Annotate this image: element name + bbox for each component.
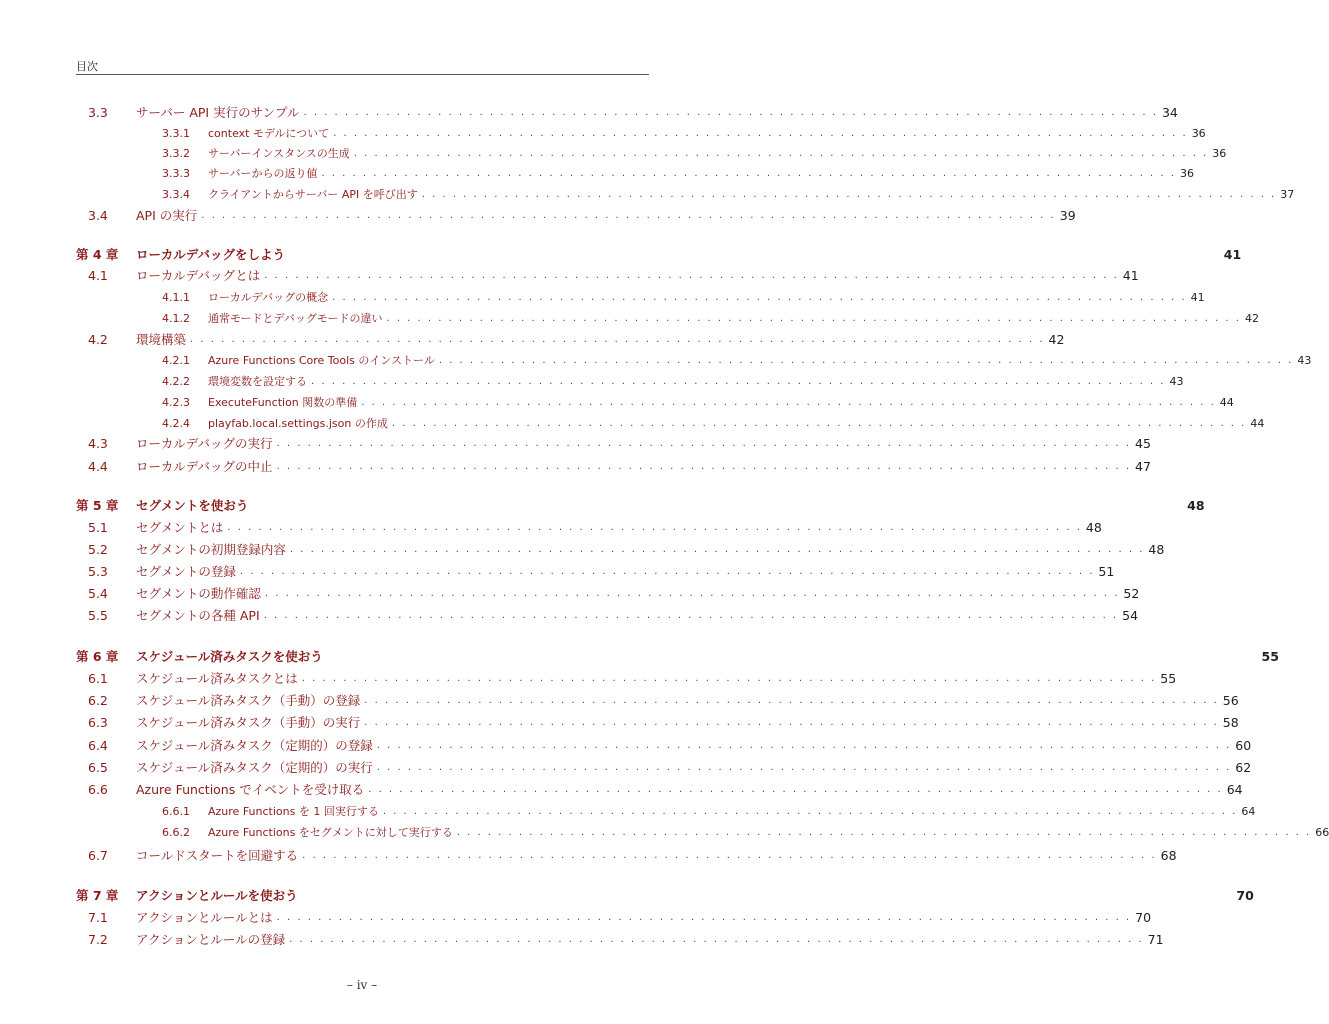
dot-leader: . . . . . . . . . . . . . . . . . . . . . . . . . . . . . . . . . . . . . . . . . . . . . . . . . . . . . . . . . . . . . . . . . . . . . . . . . . . . . . . . . . . [264,587,1120,599]
dot-leader: . . . . . . . . . . . . . . . . . . . . . . . . . . . . . . . . . . . . . . . . . . . . . . . . . . . . . . . . . . . . . . . . . . . . . . . . . . . . . . . . . . . [201,209,1056,221]
dot-leader: . . . . . . . . . . . . . . . . . . . . . . . . . . . . . . . . . . . . . . . . . . . . . . . . . . . . . . . . . . . . . . . . . . . . . . . . . . . . . . . . . . . [456,826,1312,838]
toc-entry-page: 44 [1250,416,1265,430]
toc-entry-page: 62 [1235,759,1252,775]
toc-entry-title: クライアントからサーバー API を呼び出す [208,188,418,201]
toc-entry-subsection [76,124,1206,142]
toc-entry-page: 43 [1297,353,1312,367]
toc-entry-subsection [76,288,1205,306]
toc-entry-title: セグメントとは [136,520,224,535]
toc-entry-title: ExecuteFunction 関数の準備 [208,396,358,409]
toc-entry-number: 4.4 [88,458,108,474]
toc-entry-page: 48 [1148,541,1165,557]
toc-entry-page: 68 [1160,847,1177,863]
toc-entry-number: 6.6.1 [162,804,190,818]
toc-entry-number: 7.2 [88,931,108,947]
toc-entry-title: スケジュール済みタスク（手動）の実行 [136,715,361,730]
toc-entry-subsection [76,164,1194,182]
toc-entry-page: 64 [1241,804,1256,818]
toc-entry-section [76,540,1165,558]
toc-entry-page: 70 [1236,887,1254,903]
toc-entry-number: 第 4 章 [76,247,119,262]
toc-entry-section [76,736,1252,754]
dot-leader: . . . . . . . . . . . . . . . . . . . . . . . . . . . . . . . . . . . . . . . . . . . . . . . . . . . . . . . . . . . . . . . . . . . . . . . . . . . . . . . . . . . [289,543,1145,555]
dot-leader: . . . . . . . . . . . . . . . . . . . . . . . . . . . . . . . . . . . . . . . . . . . . . . . . . . . . . . . . . . . . . . . . . . . . . . . . . . . . . . . . . . . [386,312,1241,324]
toc-entry-subsection [76,309,1259,327]
toc-entry-title: アクションとルールとは [136,910,273,925]
dot-leader: . . . . . . . . . . . . . . . . . . . . . . . . . . . . . . . . . . . . . . . . . . . . . . . . . . . . . . . . . . . . . . . . . . . . . . . . . . . . . . . . . . . [332,291,1187,303]
toc-entry-page: 47 [1135,458,1151,474]
toc-entry-number: 3.3.3 [162,166,190,180]
toc-entry-page: 52 [1123,585,1140,601]
toc-entry-page: 41 [1190,290,1205,304]
toc-entry-title: セグメントの登録 [136,564,236,579]
toc-entry-number: 5.4 [88,585,108,601]
toc-entry-number: 4.2.1 [162,353,190,367]
toc-entry-page: 34 [1161,104,1178,120]
toc-entry-number: 6.2 [88,692,108,708]
toc-entry-number: 第 5 章 [76,498,119,513]
toc-entry-number: 4.2.3 [162,395,190,409]
dot-leader: . . . . . . . . . . . . . . . . . . . . . . . . . . . . . . . . . . . . . . . . . . . . . . . . . . . . . . . . . . . . . . . . . . . . . . . . . . . . . . . . . . . [276,460,1132,472]
toc-entry-subsection [76,185,1295,203]
toc-entry-title: Azure Functions Core Tools のインストール [208,354,435,367]
toc-entry-subsection [76,823,1329,841]
toc-entry-title: Azure Functions でイベントを受け取る [136,782,365,797]
dot-leader: . . . . . . . . . . . . . . . . . . . . . . . . . . . . . . . . . . . . . . . . . . . . . . . . . . . . . . . . . . . . . . . . . . . . . . . . . . . . . . . . . . . [301,672,1157,684]
dot-leader: . . . . . . . . . . . . . . . . . . . . . . . . . . . . . . . . . . . . . . . . . . . . . . . . . . . . . . . . . . . . . . . . . . . . . . . . . . . . . . . . . . . [311,375,1166,387]
toc-entry-title: playfab.local.settings.json の作成 [208,417,388,430]
toc-entry-section [76,584,1140,602]
toc-entry-subsection [76,393,1234,411]
toc-entry-page: 42 [1048,331,1065,347]
dot-leader: . . . . . . . . . . . . . . . . . . . . . . . . . . . . . . . . . . . . . . . . . . . . . . . . . . . . . . . . . . . . . . . . . . . . . . . . . . . . . . . . . . . [364,716,1219,728]
toc-entry-number: 6.1 [88,670,108,686]
toc-entry-subsection [76,351,1312,369]
toc-entry-title: API の実行 [136,208,198,223]
dot-leader: . . . . . . . . . . . . . . . . . . . . . . . . . . . . . . . . . . . . . . . . . . . . . . . . . . . . . . . . . . . . . . . . . . . . . . . . . . . . . . . . . . . [239,565,1095,577]
dot-leader: . . . . . . . . . . . . . . . . . . . . . . . . . . . . . . . . . . . . . . . . . . . . . . . . . . . . . . . . . . . . . . . . . . . . . . . . . . . . . . . . . . . [376,739,1232,751]
toc-entry-page: 41 [1223,246,1242,262]
toc-entry-page: 71 [1147,931,1164,947]
dot-leader: . . . . . . . . . . . . . . . . . . . . . . . . . . . . . . . . . . . . . . . . . . . . . . . . . . . . . . . . . . . . . . . . . . . . . . . . . . . . . . . . . . . [263,609,1119,621]
toc-entry-title: セグメントの動作確認 [136,586,261,601]
toc-entry-page: 41 [1122,267,1139,283]
toc-entry-subsection [76,802,1256,820]
toc-entry-number: 第 7 章 [76,888,119,903]
toc-entry-section [76,103,1178,121]
toc-entry-page: 42 [1244,311,1259,325]
dot-leader: . . . . . . . . . . . . . . . . . . . . . . . . . . . . . . . . . . . . . . . . . . . . . . . . . . . . . . . . . . . . . . . . . . . . . . . . . . . . . . . . . . . [227,521,1082,533]
toc-entry-title: コールドスタートを回避する [136,848,299,863]
toc-entry-page: 36 [1212,146,1227,160]
dot-leader: . . . . . . . . . . . . . . . . . . . . . . . . . . . . . . . . . . . . . . . . . . . . . . . . . . . . . . . . . . . . . . . . . . . . . . . . . . . . . . . . . . . [276,437,1132,449]
toc-entry-section [76,206,1076,224]
toc-entry-chapter [76,496,1205,514]
toc-entry-section [76,330,1065,348]
page-number: – iv – [346,978,378,992]
toc-entry-title: サーバーインスタンスの生成 [208,147,350,160]
toc-entry-number: 4.2 [88,331,108,347]
toc-entry-title: スケジュール済みタスク（定期的）の登録 [136,738,373,753]
toc-entry-number: 4.1.1 [162,290,190,304]
toc-entry-number: 4.2.2 [162,374,190,388]
toc-entry-section [76,930,1164,948]
toc-entry-page: 45 [1135,435,1151,451]
toc-entry-subsection [76,144,1227,162]
toc-entry-section [76,780,1243,798]
toc-entry-title: スケジュール済みタスクとは [136,671,298,686]
toc-entry-page: 70 [1135,909,1152,925]
toc-entry-number: 3.3 [88,104,108,120]
toc-entry-page: 54 [1122,607,1139,623]
toc-entry-section [76,908,1152,926]
toc-entry-page: 51 [1098,563,1115,579]
toc-entry-page: 44 [1219,395,1234,409]
toc-entry-section [76,846,1177,864]
dot-leader: . . . . . . . . . . . . . . . . . . . . . . . . . . . . . . . . . . . . . . . . . . . . . . . . . . . . . . . . . . . . . . . . . . . . . . . . . . . . . . . . . . . [353,147,1209,159]
toc-entry-page: 66 [1315,825,1329,839]
toc-entry-title: Azure Functions をセグメントに対して実行する [208,826,453,839]
toc-entry-chapter [76,647,1279,665]
header-rule [76,74,649,75]
toc-entry-section [76,669,1177,687]
dot-leader: . . . . . . . . . . . . . . . . . . . . . . . . . . . . . . . . . . . . . . . . . . . . . . . . . . . . . . . . . . . . . . . . . . . . . . . . . . . . . . . . . . . [382,805,1238,817]
toc-entry-section [76,713,1239,731]
dot-leader: . . . . . . . . . . . . . . . . . . . . . . . . . . . . . . . . . . . . . . . . . . . . . . . . . . . . . . . . . . . . . . . . . . . . . . . . . . . . . . . . . . . [264,269,1119,281]
toc-entry-section [76,266,1139,284]
toc-entry-page: 48 [1187,497,1205,513]
dot-leader: . . . . . . . . . . . . . . . . . . . . . . . . . . . . . . . . . . . . . . . . . . . . . . . . . . . . . . . . . . . . . . . . . . . . . . . . . . . . . . . . . . . [391,417,1247,429]
toc-entry-subsection [76,372,1184,390]
toc-entry-title: ローカルデバッグをしよう [136,247,286,262]
toc-entry-page: 48 [1085,519,1102,535]
toc-entry-section [76,691,1239,709]
toc-entry-page: 55 [1160,670,1177,686]
toc-entry-number: 6.4 [88,737,108,753]
toc-entry-number: 4.1.2 [162,311,190,325]
dot-leader: . . . . . . . . . . . . . . . . . . . . . . . . . . . . . . . . . . . . . . . . . . . . . . . . . . . . . . . . . . . . . . . . . . . . . . . . . . . . . . . . . . . [302,849,1157,861]
toc-entry-number: 6.6 [88,781,108,797]
toc-entry-section [76,518,1102,536]
toc-entry-number: 3.3.1 [162,126,190,140]
toc-entry-number: 4.2.4 [162,416,190,430]
toc-entry-page: 64 [1226,781,1243,797]
toc-entry-title: サーバー API 実行のサンプル [136,105,300,120]
toc-entry-number: 5.5 [88,607,108,623]
dot-leader: . . . . . . . . . . . . . . . . . . . . . . . . . . . . . . . . . . . . . . . . . . . . . . . . . . . . . . . . . . . . . . . . . . . . . . . . . . . . . . . . . . . [190,333,1045,345]
dot-leader: . . . . . . . . . . . . . . . . . . . . . . . . . . . . . . . . . . . . . . . . . . . . . . . . . . . . . . . . . . . . . . . . . . . . . . . . . . . . . . . . . . . [368,783,1223,795]
toc-entry-number: 5.1 [88,519,108,535]
dot-leader: . . . . . . . . . . . . . . . . . . . . . . . . . . . . . . . . . . . . . . . . . . . . . . . . . . . . . . . . . . . . . . . . . . . . . . . . . . . . . . . . . . . [376,761,1232,773]
toc-entry-section [76,457,1151,475]
toc-entry-page: 39 [1059,207,1076,223]
toc-entry-title: スケジュール済みタスク（定期的）の実行 [136,760,373,775]
toc-entry-title: スケジュール済みタスクを使おう [136,649,323,664]
dot-leader: . . . . . . . . . . . . . . . . . . . . . . . . . . . . . . . . . . . . . . . . . . . . . . . . . . . . . . . . . . . . . . . . . . . . . . . . . . . . . . . . . . . [289,933,1144,945]
dot-leader: . . . . . . . . . . . . . . . . . . . . . . . . . . . . . . . . . . . . . . . . . . . . . . . . . . . . . . . . . . . . . . . . . . . . . . . . . . . . . . . . . . . [321,167,1176,179]
toc-entry-chapter [76,245,1242,263]
toc-entry-title: 環境変数を設定する [208,375,307,388]
toc-entry-page: 56 [1222,692,1239,708]
toc-entry-number: 6.6.2 [162,825,190,839]
toc-entry-title: 通常モードとデバッグモードの違い [208,312,383,325]
running-header: 目次 [76,60,98,73]
toc-entry-number: 4.1 [88,267,108,283]
toc-entry-number: 6.7 [88,847,108,863]
toc-entry-title: スケジュール済みタスク（手動）の登録 [136,693,361,708]
toc-entry-number: 7.1 [88,909,108,925]
toc-entry-number: 第 6 章 [76,649,119,664]
toc-entry-title: context モデルについて [208,127,330,140]
toc-entry-number: 6.3 [88,714,108,730]
toc-entry-page: 43 [1169,374,1184,388]
toc-entry-page: 37 [1280,187,1295,201]
toc-entry-number: 5.3 [88,563,108,579]
toc-entry-section [76,606,1139,624]
toc-entry-title: セグメントの各種 API [136,608,260,623]
dot-leader: . . . . . . . . . . . . . . . . . . . . . . . . . . . . . . . . . . . . . . . . . . . . . . . . . . . . . . . . . . . . . . . . . . . . . . . . . . . . . . . . . . . [421,188,1277,200]
toc-entry-section [76,434,1151,452]
toc-entry-page: 55 [1261,648,1279,664]
toc-entry-title: 環境構築 [136,332,187,347]
toc-entry-number: 3.3.4 [162,187,190,201]
toc-entry-page: 58 [1222,714,1239,730]
toc-entry-subsection [76,414,1265,432]
toc-entry-page: 36 [1191,126,1206,140]
dot-leader: . . . . . . . . . . . . . . . . . . . . . . . . . . . . . . . . . . . . . . . . . . . . . . . . . . . . . . . . . . . . . . . . . . . . . . . . . . . . . . . . . . . [333,127,1188,139]
toc-entry-title: サーバーからの返り値 [208,167,318,180]
toc-entry-number: 6.5 [88,759,108,775]
toc-entry-title: ローカルデバッグとは [136,268,261,283]
toc-entry-section [76,562,1115,580]
toc-entry-number: 5.2 [88,541,108,557]
toc-entry-page: 60 [1235,737,1252,753]
dot-leader: . . . . . . . . . . . . . . . . . . . . . . . . . . . . . . . . . . . . . . . . . . . . . . . . . . . . . . . . . . . . . . . . . . . . . . . . . . . . . . . . . . . [364,694,1219,706]
toc-entry-title: ローカルデバッグの実行 [136,436,273,451]
toc-entry-chapter [76,886,1254,904]
toc-entry-page: 36 [1179,166,1194,180]
toc-entry-number: 4.3 [88,435,108,451]
toc-entry-title: ローカルデバッグの概念 [208,291,329,304]
toc-entry-title: セグメントの初期登録内容 [136,542,286,557]
toc-entry-section [76,758,1252,776]
toc-entry-title: アクションとルールの登録 [136,932,286,947]
toc-entry-title: Azure Functions を 1 回実行する [208,805,379,818]
dot-leader: . . . . . . . . . . . . . . . . . . . . . . . . . . . . . . . . . . . . . . . . . . . . . . . . . . . . . . . . . . . . . . . . . . . . . . . . . . . . . . . . . . . [303,106,1158,118]
toc-entry-title: ローカルデバッグの中止 [136,459,273,474]
toc-entry-title: アクションとルールを使おう [136,888,298,903]
dot-leader: . . . . . . . . . . . . . . . . . . . . . . . . . . . . . . . . . . . . . . . . . . . . . . . . . . . . . . . . . . . . . . . . . . . . . . . . . . . . . . . . . . . [276,911,1132,923]
dot-leader: . . . . . . . . . . . . . . . . . . . . . . . . . . . . . . . . . . . . . . . . . . . . . . . . . . . . . . . . . . . . . . . . . . . . . . . . . . . . . . . . . . . [361,396,1216,408]
dot-leader: . . . . . . . . . . . . . . . . . . . . . . . . . . . . . . . . . . . . . . . . . . . . . . . . . . . . . . . . . . . . . . . . . . . . . . . . . . . . . . . . . . . [438,354,1294,366]
toc-entry-title: セグメントを使おう [136,498,249,513]
toc-entry-number: 3.3.2 [162,146,190,160]
toc-entry-number: 3.4 [88,207,108,223]
